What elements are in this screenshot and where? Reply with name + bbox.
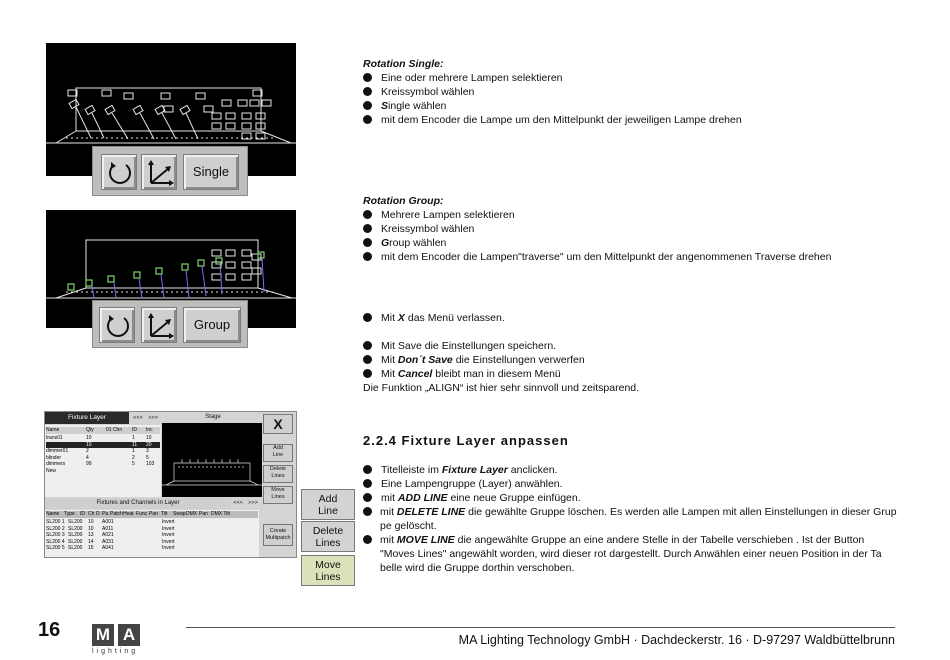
- table-cell: Invert: [162, 532, 175, 538]
- table-cell: trans01: [46, 435, 63, 441]
- mini-add-line-button[interactable]: Add Line: [263, 444, 293, 462]
- table-cell: SL200 3: [46, 532, 65, 538]
- table-cell: [106, 468, 132, 475]
- single-button-label: Single: [192, 164, 230, 179]
- table-cell: DMX: [186, 511, 198, 517]
- table-cell: 1: [132, 435, 135, 441]
- table-cell: ID: [80, 511, 85, 517]
- mini-stage-drawing: [162, 423, 262, 497]
- ma-logo: [92, 624, 142, 658]
- table-cell: 20: [146, 441, 152, 448]
- table-cell: dimmers: [46, 461, 66, 467]
- table-cell: blinder: [46, 454, 62, 461]
- rotate-button[interactable]: [99, 307, 135, 343]
- table-header-row[interactable]: [46, 427, 160, 434]
- axes-button[interactable]: [141, 307, 177, 343]
- list-item: Kreissymbol wählen: [363, 222, 923, 236]
- table-cell: [132, 468, 146, 475]
- mini-move-lines-button[interactable]: Move Lines: [263, 486, 293, 504]
- table-cell: 10: [88, 525, 94, 532]
- table-cell: 1: [132, 448, 135, 454]
- table-cell: A001: [102, 519, 114, 525]
- table-cell: Tilt: [161, 511, 168, 517]
- table-cell: Qty: [86, 427, 94, 433]
- save-line: Mit Save die Einstellungen speichern.: [363, 339, 923, 353]
- align-note: Die Funktion „ALIGN“ ist hier sehr sinnvoll und zeitsparend.: [363, 382, 640, 394]
- list-item: Mehrere Lampen selektieren: [363, 208, 923, 222]
- channels-table: [45, 510, 259, 558]
- table-cell: Pa: [102, 511, 109, 517]
- table-cell: Invert: [162, 519, 175, 525]
- company-address: MA Lighting Technology GmbH · Dachdeckerstr. 16 · D-97297 Waldbüttelbrunn: [458, 633, 895, 647]
- axes-icon: [142, 155, 178, 191]
- table-cell: SL200: [68, 519, 83, 525]
- exit-notes: [363, 311, 923, 395]
- stage-title: Stage: [205, 414, 221, 420]
- table-cell: [146, 468, 160, 475]
- cancel-line: Mit Cancel bleibt man in diesem Menü: [363, 367, 923, 381]
- list-item: mit MOVE LINE die angewählte Gruppe an eine andere Stelle in der Tabelle verschieben . Ist der Button "Moves Lines" angewählt worden, wird dieser rot dargestellt. Durch Anwählen einer neuen Position in der Ta belle wird die Gruppe dorthin verschoben.: [363, 533, 903, 575]
- table-cell: Type: [64, 511, 75, 517]
- table-cell: SL200: [68, 538, 83, 545]
- table-cell: Inc: [146, 427, 153, 433]
- table-cell: Heat: [123, 511, 134, 517]
- nav-back-button[interactable]: <<<: [133, 415, 143, 421]
- table-cell: D: [96, 511, 100, 517]
- channels-table-header: [46, 511, 258, 518]
- rotate-icon: [100, 308, 136, 344]
- table-cell: SL200: [68, 532, 83, 538]
- fixture-layer-screenshot: [44, 411, 297, 558]
- table-cell: SL200 1: [46, 519, 65, 525]
- table-cell: 2: [132, 454, 135, 461]
- table-cell: Name: [46, 511, 60, 517]
- table-cell: SL200 4: [46, 538, 65, 545]
- table-cell: dimmer01: [46, 448, 69, 454]
- channels-title: Fixtures and Channels in Layer: [96, 500, 180, 506]
- table-cell: Patch: [110, 511, 123, 517]
- table-cell: Invert: [162, 538, 175, 545]
- create-multipatch-button[interactable]: Create Multipatch: [263, 524, 293, 546]
- table-cell: 10: [86, 435, 92, 441]
- table-cell: 5: [132, 461, 135, 467]
- table-cell: 15: [88, 545, 94, 551]
- table-cell: Pan: [149, 511, 158, 517]
- table-cell: [86, 468, 106, 475]
- table-cell: SL200: [68, 525, 83, 532]
- list-item: mit DELETE LINE die gewählte Gruppe löschen. Es werden alle Lampen mit allen Einstellungen in dieser Grup pe gelöscht.: [363, 505, 903, 533]
- page-number: 16: [38, 619, 61, 641]
- channels-title-bar: [45, 498, 231, 509]
- table-cell: 10: [86, 441, 92, 448]
- fixture-layer-steps: [363, 463, 903, 575]
- channels-table-body: [46, 519, 258, 552]
- table-cell: 3: [146, 448, 149, 454]
- table-cell: 14: [88, 538, 94, 545]
- panel-title: Fixture Layer: [68, 414, 106, 421]
- rotation-group-section: [363, 194, 923, 264]
- table-cell: A041: [102, 545, 114, 551]
- table-header-row[interactable]: [46, 511, 258, 518]
- table-cell: 10: [88, 519, 94, 525]
- table-cell: SL200: [68, 545, 83, 551]
- table-cell: SL200 2: [46, 525, 65, 532]
- table-cell: Swap: [173, 511, 186, 517]
- footer-rule: [186, 627, 895, 628]
- logo-letter-a: A: [118, 624, 140, 646]
- table-cell: SL200 5: [46, 545, 65, 551]
- axes-icon: [142, 308, 178, 344]
- list-item: Titelleiste im Fixture Layer anclicken.: [363, 463, 903, 477]
- logo-letter-m: M: [92, 624, 114, 646]
- table-cell: 4: [86, 454, 89, 461]
- table-cell: Pan: [199, 511, 208, 517]
- list-item: Eine oder mehrere Lampen selektieren: [363, 71, 923, 85]
- nav-forward-button[interactable]: >>>: [148, 415, 158, 421]
- logo-subtitle: lighting: [92, 648, 139, 655]
- rotation-button-bar-single: [92, 146, 248, 196]
- table-cell: 11: [132, 441, 138, 448]
- table-cell: ID: [132, 427, 137, 433]
- list-item: mit ADD LINE eine neue Gruppe einfügen.: [363, 491, 903, 505]
- table-cell: 5: [146, 454, 149, 461]
- table-cell: A031: [102, 538, 114, 545]
- delete-lines-button[interactable]: Delete Lines: [301, 521, 355, 552]
- layer-table-header: [46, 427, 160, 434]
- table-cell: Invert: [162, 525, 175, 532]
- table-cell: Invert: [162, 545, 175, 551]
- table-cell: Ch: [88, 511, 95, 517]
- move-lines-button[interactable]: Move Lines: [301, 555, 355, 586]
- mini-delete-lines-button[interactable]: Delete Lines: [263, 465, 293, 483]
- list-item: mit dem Encoder die Lampen"traverse" um den Mittelpunkt der angenommenen Traverse drehen: [363, 250, 923, 264]
- table-cell: A011: [102, 525, 114, 532]
- close-button[interactable]: X: [263, 414, 293, 434]
- list-item: Group wählen: [363, 236, 923, 250]
- layer-table: [45, 425, 161, 497]
- rotation-single-title: Rotation Single:: [363, 58, 444, 70]
- exit-x-line: Mit X das Menü verlassen.: [363, 311, 923, 325]
- table-cell: 2: [86, 448, 89, 454]
- group-button-label: Group: [193, 317, 231, 332]
- layer-table-body: [46, 435, 160, 474]
- table-row[interactable]: [46, 468, 160, 475]
- table-row[interactable]: [46, 545, 258, 552]
- single-button[interactable]: [183, 154, 239, 190]
- table-cell: Func: [136, 511, 148, 517]
- table-cell: 99: [86, 461, 92, 467]
- list-item: Kreissymbol wählen: [363, 85, 923, 99]
- rotate-icon: [102, 155, 138, 191]
- rotation-single-section: [363, 57, 923, 127]
- table-cell: Name: [46, 427, 60, 433]
- table-cell: 10: [146, 435, 152, 441]
- fixture-layer-titlebar[interactable]: [45, 412, 129, 424]
- rotation-group-title: Rotation Group:: [363, 195, 444, 207]
- table-cell: DMX Tilt: [211, 511, 230, 517]
- list-item: Eine Lampengruppe (Layer) anwählen.: [363, 477, 903, 491]
- list-item: Single wählen: [363, 99, 923, 113]
- table-cell: 13: [88, 532, 94, 538]
- add-line-button[interactable]: Add Line: [301, 489, 355, 520]
- rotation-button-bar-group: [92, 300, 248, 348]
- table-cell: 103: [146, 461, 155, 467]
- table-cell: New: [46, 467, 57, 474]
- section-heading: 2.2.4 Fixture Layer anpassen: [363, 433, 569, 448]
- axes-button[interactable]: [141, 154, 177, 190]
- table-cell: A021: [102, 532, 114, 538]
- list-item: mit dem Encoder die Lampe um den Mittelpunkt der jeweiligen Lampe drehen: [363, 113, 923, 127]
- table-cell: 01 Chn: [106, 427, 123, 433]
- mini-stage: [162, 423, 262, 497]
- channels-back-button[interactable]: <<<: [233, 500, 243, 506]
- group-button[interactable]: [183, 307, 241, 343]
- channels-forward-button[interactable]: >>>: [248, 500, 258, 506]
- dont-save-line: Mit Don´t Save die Einstellungen verwerfen: [363, 353, 923, 367]
- rotate-button[interactable]: [101, 154, 137, 190]
